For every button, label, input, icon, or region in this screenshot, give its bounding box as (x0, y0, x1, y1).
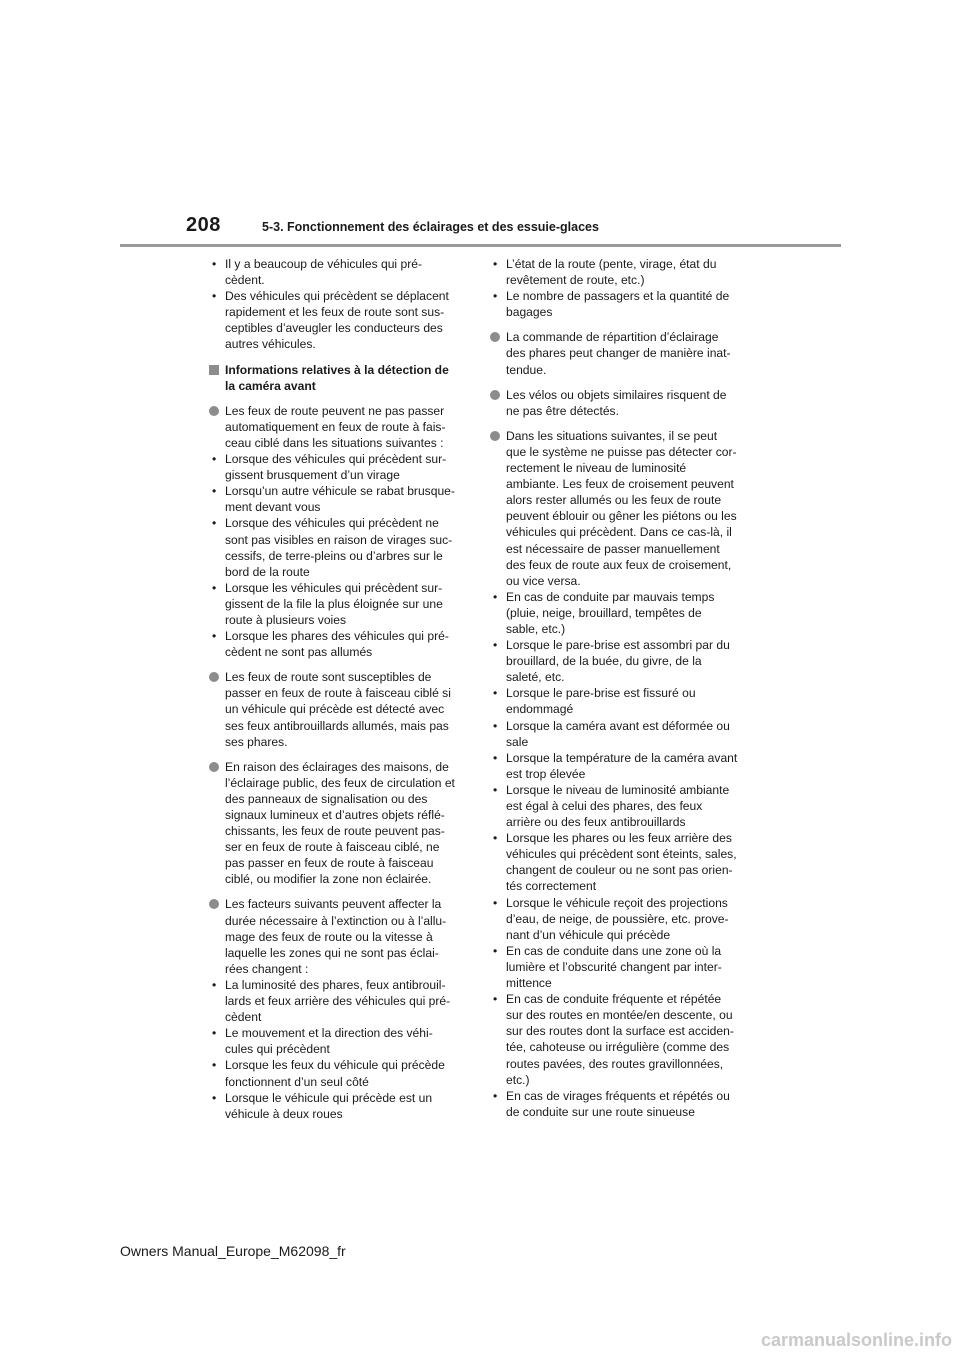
left-intro-list (209, 256, 472, 353)
circle-bullet-icon (209, 672, 219, 682)
list-item: • Lorsque le niveau de luminosité ambiante est égal à celui des phares, des feux arrière ou des feux antibrouillards (490, 782, 753, 830)
circle-bullet-icon (490, 390, 500, 400)
header-divider (120, 244, 841, 247)
left-column (209, 256, 472, 1122)
circle-bullet-icon (490, 332, 500, 342)
list-item: • Lorsque des véhicules qui précèdent sur- gissent brusquement d’un virage (209, 451, 472, 483)
paragraph (490, 329, 753, 377)
paragraph (209, 403, 472, 661)
list-item: • En cas de conduite par mauvais temps (pluie, neige, brouillard, tempêtes de sable, etc.) (490, 589, 753, 637)
subsection-heading (209, 362, 472, 394)
paragraph-list (209, 451, 472, 660)
list-item: • Le mouvement et la direction des véhi- cules qui précèdent (209, 1025, 472, 1057)
list-item: • L’état de la route (pente, virage, état du revêtement de route, etc.) (490, 256, 753, 288)
circle-bullet-icon (209, 762, 219, 772)
circle-bullet-icon (209, 406, 219, 416)
paragraph (209, 669, 472, 749)
list-item: • Lorsque le véhicule qui précède est un véhicule à deux roues (209, 1090, 472, 1122)
list-item: • Il y a beaucoup de véhicules qui pré- cèdent. (209, 256, 472, 288)
list-item: • Lorsque les véhicules qui précèdent sur- gissent de la file la plus éloignée sur une route à plusieurs voies (209, 580, 472, 628)
list-item: • Lorsque la caméra avant est déformée ou sale (490, 718, 753, 750)
heading-text: Informations relatives à la détection de la caméra avant (225, 362, 449, 393)
list-item: • En cas de virages fréquents et répétés ou de conduite sur une route sinueuse (490, 1088, 753, 1120)
list-item: • Lorsque des véhicules qui précèdent ne sont pas visibles en raison de virages suc- cessifs, de terre-pleins ou d’arbres sur le bord de la route (209, 515, 472, 579)
page-number: 208 (186, 214, 221, 236)
list-item: • En cas de conduite fréquente et répétée sur des routes en montée/en descente, ou sur des routes dont la surface est acciden- tée, cahoteuse ou irrégulière (comme des routes pavées, des routes gravillonnées, etc.) (490, 991, 753, 1088)
list-item: • Lorsque les phares ou les feux arrière des véhicules qui précèdent sont éteints, sales, changent de couleur ou ne sont pas orien- tés correctement (490, 830, 753, 894)
list-item: • En cas de conduite dans une zone où la lumière et l’obscurité changent par inter- mittence (490, 943, 753, 991)
paragraph-text: La commande de répartition d’éclairage des phares peut changer de manière inat- tendue. (506, 330, 731, 377)
section-title: 5-3. Fonctionnement des éclairages et des essuie-glaces (262, 220, 599, 234)
paragraph-text: Dans les situations suivantes, il se peut que le système ne puisse pas détecter cor- rectement le niveau de luminosité ambiante. Les feux de croisement peuvent alors rester allumés ou les feux de route peuvent éblouir ou gêner les piétons ou les véhicules qui précèdent. Dans ce cas-là, il est nécessaire de passer manuellement des feux de route aux feux de croisement, ou vice versa. (506, 428, 737, 588)
paragraph (209, 896, 472, 1121)
list-item: • Lorsque le pare-brise est fissuré ou endommagé (490, 685, 753, 717)
square-bullet-icon (209, 365, 219, 375)
paragraph-list (209, 977, 472, 1122)
list-item: • Lorsque le véhicule reçoit des projections d’eau, de neige, de poussière, etc. prove- nant d’un véhicule qui précède (490, 895, 753, 943)
list-item: • Lorsque le pare-brise est assombri par du brouillard, de la buée, du givre, de la saleté, etc. (490, 637, 753, 685)
paragraph (209, 759, 472, 888)
list-item: • Lorsqu’un autre véhicule se rabat brusque- ment devant vous (209, 483, 472, 515)
circle-bullet-icon (490, 431, 500, 441)
paragraph-text: Les feux de route sont susceptibles de passer en feux de route à faisceau ciblé si un véhicule qui précède est détecté avec ses feux antibrouillards allumés, mais pas ses phares. (225, 670, 451, 749)
list-item: • Des véhicules qui précèdent se déplacent rapidement et les feux de route sont sus- ceptibles d’aveugler les conducteurs des autres véhicules. (209, 288, 472, 352)
list-item: • Le nombre de passagers et la quantité de bagages (490, 288, 753, 320)
paragraph (490, 428, 753, 1120)
paragraph-text: Les vélos ou objets similaires risquent de ne pas être détectés. (506, 387, 727, 418)
paragraph (490, 387, 753, 419)
paragraph-text: Les feux de route peuvent ne pas passer automatiquement en feux de route à fais- ceau ciblé dans les situations suivantes : (225, 403, 446, 450)
list-item: • Lorsque les phares des véhicules qui pré- cèdent ne sont pas allumés (209, 628, 472, 660)
paragraph-text: Les facteurs suivants peuvent affecter la durée nécessaire à l’extinction ou à l’allu- mage des feux de route ou la vitesse à laquelle les zones qui ne sont pas éclai- rées changent : (225, 897, 447, 976)
list-item: • Lorsque les feux du véhicule qui précède fonctionnent d’un seul côté (209, 1057, 472, 1089)
paragraph-text: En raison des éclairages des maisons, de l’éclairage public, des feux de circulation et des panneaux de signalisation ou des signaux lumineux et d’autres objets réflé- chissants, les feux de route peuvent pas- ser en feux de route à faisceau ciblé, ne pas passer en feux de route à faisceau ciblé, ou modifier la zone non éclairée. (225, 759, 455, 887)
circle-bullet-icon (209, 899, 219, 909)
footer-manual-id: Owners Manual_Europe_M62098_fr (120, 1243, 346, 1259)
watermark-link[interactable]: carmanualsonline.info (760, 1330, 952, 1350)
right-column (490, 256, 753, 1120)
right-intro-list (490, 256, 753, 320)
paragraph-list (490, 589, 753, 1120)
list-item: • Lorsque la température de la caméra avant est trop élevée (490, 750, 753, 782)
list-item: • La luminosité des phares, feux antibrouil- lards et feux arrière des véhicules qui pré- cèdent (209, 977, 472, 1025)
